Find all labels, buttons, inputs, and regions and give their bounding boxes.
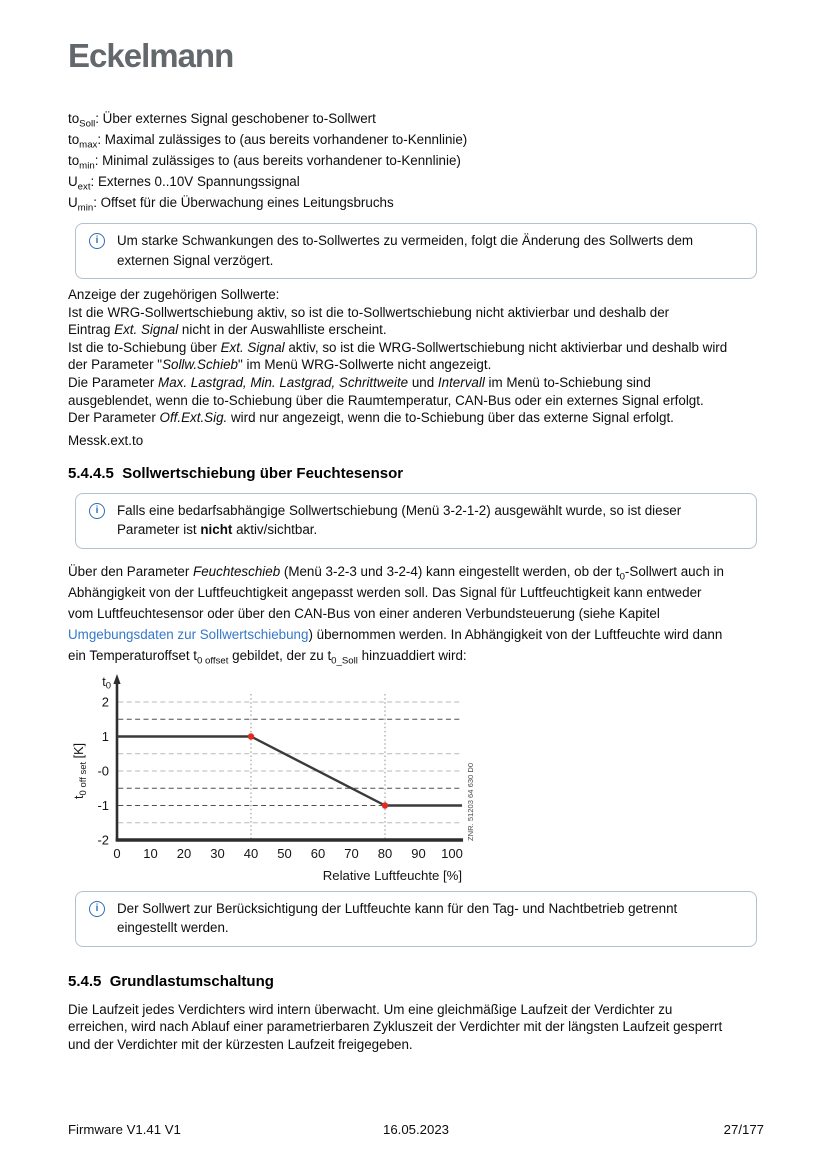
paragraph-sollwerte: Anzeige der zugehörigen Sollwerte: Ist die WRG-Sollwertschiebung aktiv, so ist die to-Sollwertschiebung nicht aktivierbar und deshalb der Eintrag Ext. Signal nicht in der Auswahlliste erscheint. Ist die to-Schiebung über Ext. Signal aktiv, so ist die WRG-Sollwertschiebung nicht aktivierbar und deshalb wird der Parameter "Sollw.Schieb" im Menü WRG-Sollwerte nicht angezeigt. Die Parameter Max. Lastgrad, Min. Lastgrad, Schrittweite und Intervall im Menü to-Schiebung sind ausgeblendet, wenn die to-Schiebung über die Raumtemperatur, CAN-Bus oder ein externes Signal erfolgt. Der Parameter Off.Ext.Sig. wird nur angezeigt, wenn die to-Schiebung über das externe Signal erfolgt. <box>68 287 728 426</box>
svg-text:0: 0 <box>113 845 121 861</box>
info-box-text: Der Sollwert zur Berücksichtigung der Luftfeuchte kann für den Tag- und Nachtbetrieb getrennt eingestellt werden. <box>117 900 678 936</box>
svg-text:30: 30 <box>210 845 225 861</box>
svg-text:70: 70 <box>344 845 359 861</box>
section-heading-5445 <box>68 465 764 482</box>
svg-text:-1: -1 <box>97 797 109 813</box>
svg-text:t0 off set [K]: $t_{0 off set}$ [K] <box>72 742 89 799</box>
footer-pagenumber: 27/177 <box>723 1122 764 1137</box>
svg-text:100: 100 <box>441 845 463 861</box>
svg-text:10: 10 <box>143 845 158 861</box>
definition-list <box>68 108 764 213</box>
footer-date: 16.05.2023 <box>382 1122 449 1137</box>
section-title: Grundlastumschaltung <box>109 972 274 990</box>
paragraph-feuchteschieb: Über den Parameter Feuchteschieb (Menü 3-2-3 und 3-2-4) kann eingestellt werden, ob der $t_0$-Sollwert auch in Abhängigkeit von der Luftfeuchtigkeit angepasst werden soll. Das Signal für Luftfeuchtigkeit kann entweder vom Luftfeuchtesensor oder über den CAN-Bus von einer anderen Verbundsteuerung (siehe Kapitel Umgebungsdaten zur Sollwertschiebung) übernommen werden. In Abhängigkeit von der Luftfeuchte wird dann ein Temperaturoffset $t_{0 offset}$ gebildet, der zu $t_{0\_Soll}$ hinzuaddiert wird: <box>68 563 724 667</box>
paragraph-grundlast: Die Laufzeit jedes Verdichters wird intern überwacht. Um eine gleichmäßige Laufzeit der Verdichter zu erreichen, wird nach Ablauf einer parametrierbaren Zykluszeit der Verdichter mit der längsten Laufzeit gesperrt und der Verdichter mit der kürzesten Laufzeit freigegeben. <box>68 1001 723 1052</box>
info-icon: i <box>89 233 105 249</box>
info-box-bedarfsabhaengig <box>75 493 757 549</box>
info-box-text: Falls eine bedarfsabhängige Sollwertschiebung (Menü 3-2-1-2) ausgewählt wurde, so ist dieser Parameter ist nicht aktiv/sichtbar. <box>117 502 682 538</box>
svg-text:-2: -2 <box>97 832 109 848</box>
info-icon: i <box>89 503 105 519</box>
svg-text:Relative Luftfeuchte [%]: Relative Luftfeuchte [%] <box>322 867 463 883</box>
svg-text:40: 40 <box>243 845 259 861</box>
definition-line: $to_{max}$: Maximal zulässiges to (aus bereits vorhandener to-Kennlinie) <box>68 132 468 151</box>
definition-line: $to_{Soll}$: Über externes Signal geschobener to-Sollwert <box>68 111 376 130</box>
info-box-tag-nacht <box>75 891 757 947</box>
svg-text:80: 80 <box>377 845 393 861</box>
definition-line: $U_{ext}$: Externes 0..10V Spannungssignal <box>68 174 300 193</box>
page-footer <box>68 1122 764 1137</box>
definition-line: $U_{min}$: Offset für die Überwachung eines Leitungsbruchs <box>68 195 394 214</box>
section-heading-545 <box>68 973 764 990</box>
footer-firmware: Firmware V1.41 V1 <box>68 1122 181 1137</box>
eckelmann-logo: Eckelmann <box>68 37 234 74</box>
svg-text:60: 60 <box>310 845 326 861</box>
svg-text:ZNR. 51203 64 630 D0: ZNR. 51203 64 630 D0 <box>466 762 476 841</box>
humidity-offset-chart <box>70 670 764 888</box>
svg-text:20: 20 <box>176 845 192 861</box>
svg-text:90: 90 <box>411 845 426 861</box>
page-content <box>68 0 764 1054</box>
svg-text:50: 50 <box>277 845 292 861</box>
svg-text:1: 1 <box>101 728 109 744</box>
info-box-text: Um starke Schwankungen des to-Sollwertes zu vermeiden, folgt die Änderung des Sollwerts dem externen Signal verzögert. <box>117 233 694 268</box>
svg-text:2: 2 <box>101 694 109 710</box>
feuchte-chart-svg <box>70 670 500 888</box>
section-number: 5.4.4.5 <box>68 464 114 482</box>
info-icon: i <box>89 901 105 917</box>
info-box-delay <box>75 223 757 279</box>
paragraph-messk: Messk.ext.to <box>68 432 144 448</box>
section-title: Sollwertschiebung über Feuchtesensor <box>122 464 404 482</box>
svg-text:t0: $t_0$ <box>102 674 111 692</box>
section-number: 5.4.5 <box>68 972 102 990</box>
definition-line: $to_{min}$: Minimal zulässiges to (aus bereits vorhandener to-Kennlinie) <box>68 153 461 172</box>
chapter-link[interactable]: Umgebungsdaten zur Sollwertschiebung <box>68 626 309 642</box>
svg-text:-0: -0 <box>97 763 109 779</box>
